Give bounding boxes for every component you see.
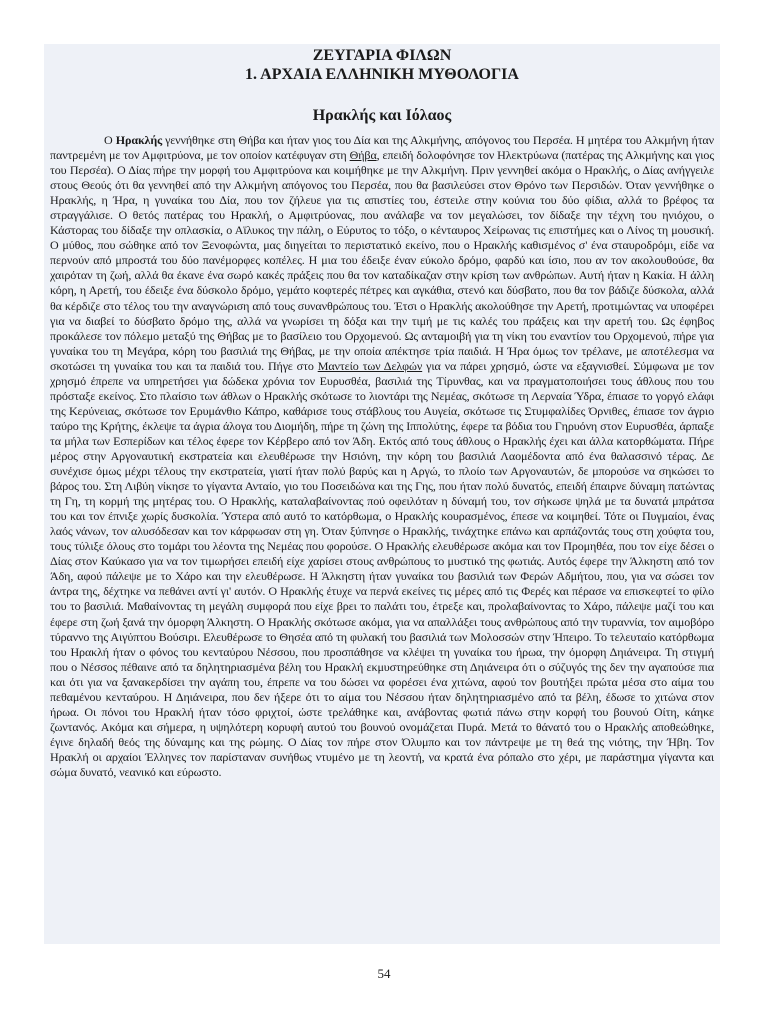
section-title: Ηρακλής και Ιόλαος [312, 107, 452, 124]
document-panel [44, 44, 720, 944]
hero-name: Ηρακλής [115, 133, 163, 147]
text-segment-b: , επειδή δολοφόνησε τον Ηλεκτρύωνα (πατέρας της Αλκμήνης και γιος του Περσέα). Ο Δίας πήρε την μορφή του Αμφιτρύονα και κοιμήθηκε με την Αλκμήνη. Πριν γεννηθεί ακόμα ο Ηρακλής, ο Δίας ανήγγειλε στους Θεούς ότι θα γεννηθεί από την Αλκμήνη απόγονος του Περσέα, που θα βασιλεύσει στον Θρόνο των Περσιδών. Όταν γεννήθηκε ο Ηρακλής, η Ήρα, η γυναίκα του Δία, που τον ζήλευε για τις απιστίες του, έστειλε στην κούνια του δύο φίδια, αλλά το βρέφος τα στραγγάλισε. Ο θετός πατέρας του Ηρακλή, ο Αμφιτρύονας, που ανάλαβε να τον μεγαλώσει, τον δίδαξε την τέχνη του ηνιόχου, ο Κάστορας του δίδαξε την οπλασκία, ο Αϊλυκος την πάλη, ο Εύρυτος το τόξο, ο κένταυρος Χείρωνας τις επιστήμες και ο Λίνος τη μουσική. Ο μύθος, που σώθηκε από τον Ξενοφώντα, μας διηγείται το περιστατικό εκείνο, που ο Ηρακλής καθισμένος σ' ένα σταυροδρόμι, είδε να περνούν από μπροστά του δύο πανέμορφες κοπέλες. Η μια του έδειξε έναν εύκολο δρόμο, φαρδύ και ίσιο, που αν τον ακολουθούσε, θα χαιρόταν τη ζωή, αλλά θα έκανε ένα σωρό κακές πράξεις που θα τον καταδίκαζαν στην κρίση των ανθρώπων. Αυτή ήταν η Κακία. Η άλλη κόρη, η Αρετή, του έδειξε ένα δύσκολο δρόμο, γεμάτο κοφτερές πέτρες και αγκάθια, στενό και δύσβατο, που θα τον βάδιζε δύσκολα, αλλά θα κέρδιζε στο τέλος του την αναγνώριση από τους συνανθρώπους του. Έτσι ο Ηρακλής ακολούθησε την Αρετή, προτιμώντας να υποφέρει για να διαβεί το δύσβατο δρόμο της, αλλά να γνωρίσει τη δόξα και την τιμή με τις καλές του πράξεις και την αρετή του. Ως έφηβος προκάλεσε τον πόλεμο μεταξύ της Θήβας με το βασίλειο του Ορχομενού. Ως ανταμοιβή για τη νίκη του εναντίον του Ορχομενού, πήρε για γυναίκα του τη Μεγάρα, κόρη του βασιλιά της Θήβας, με την οποία απέκτησε τρία παιδιά. Η Ήρα όμως τον τρέλανε, με αποτέλεσμα να σκοτώσει τη γυναίκα του και τα παιδιά του. Πήγε στο [50, 148, 714, 373]
document-title: ΖΕΥΓΑΡΙΑ ΦΙΛΩΝ [312, 47, 452, 64]
page-number: 54 [377, 966, 391, 981]
text-segment-c: για να πάρει χρησμό, ώστε να εξαγνισθεί. Σύμφωνα με τον χρησμό έπρεπε να υπηρετήσει για δώδεκα χρόνια τον Ευρυσθέα, βασιλιά της Τίρυνθας, και να πραγματοποιήσει τους άθλους που του πρόσταξε εκείνος. Στο πλαίσιο των άθλων ο Ηρακλής σκότωσε το λιοντάρι της Νεμέας, σκότωσε τη Λερναία Ύδρα, έπιασε το γοργό ελάφι της Κερύνειας, σκότωσε τον Ερυμάνθιο Κάπρο, καθάρισε τους στάβλους του Αυγεία, σκότωσε τις Στυμφαλίδες Όρνιθες, έπιασε τον άγριο ταύρο της Κρήτης, έκλεψε τα άγρια άλογα του Διομήδη, πήρε τη ζώνη της Ιππολύτης, έφερε τα βόδια του Γηρυόνη στον Ευρυσθέα, άρπαξε τα μήλα των Εσπερίδων και τέλος έφερε τον Κέρβερο από τον Άδη. Εκτός από τους άθλους ο Ηρακλής έχει και άλλα κατορθώματα. Πήρε μέρος στην Αργοναυτική εκστρατεία και ελευθέρωσε την Ησιόνη, την κόρη του βασιλιά Λαομέδοντα από ένα θαλασσινό τέρας. Δε συνέχισε όμως μέχρι τέλους την εκστρατεία, γιατί ήταν πολύ βαρύς και η Αργώ, το πλοίο των Αργοναυτών, δε μπορούσε να σηκώσει το βάρος του. Στη Λιβύη νίκησε το γίγαντα Ανταίο, γιο του Ποσειδώνα και της Γης, που ήταν πολύ δυνατός, επειδή έπαιρνε δύναμη πατώντας τη Γη, τη κορμή της μητέρας του. Ο Ηρακλής, καταλαβαίνοντας πού οφειλόταν η δύναμή του, τον σήκωσε ψηλά με τα δυνατά μπράτσα του και τον έπνιξε χωρίς δυσκολία. Ύστερα από αυτό το κατόρθωμα, ο Ηρακλής κουρασμένος, έπεσε να κοιμηθεί. Τότε οι Πυγμαίοι, ένας λαός νάνων, τον αλυσόδεσαν και τον κάρφωσαν στη γη. Όταν ξύπνησε ο Ηρακλής, τινάχτηκε επάνω και αρπάζοντάς τους στη χούφτα του, τους τύλιξε όλους στο τομάρι του λέοντα της Νεμέας που φορούσε. Ο Ηρακλής ελευθέρωσε ακόμα και τον Προμηθέα, που τον είχε δέσει ο Δίας στον Καύκασο για να τον τιμωρήσει επειδή είχε χαρίσει στους ανθρώπους το μυστικό της φωτιάς. Αυτός έφερε την Άλκηστη από τον Άδη, αφού πάλεψε με το Χάρο και την ελευθέρωσε. Η Άλκηστη ήταν γυναίκα του βασιλιά των Φερών Αδμήτου, που, για να σώσει τον άντρα της, δέχτηκε να πεθάνει αντί γι' αυτόν. Ο Ηρακλής έτυχε να περνά εκείνες τις μέρες από τις Φερές και πέρασε να επισκεφτεί το φίλο του το βασιλιά. Μαθαίνοντας τη μεγάλη συμφορά που είχε βρει το παλάτι του, έτρεξε και, προλαβαίνοντας το Χάρο, πάλεψε μαζί του και έφερε στη ζωή ξανά την όμορφη Άλκηστη. Ο Ηρακλής σκότωσε ακόμα, για να απαλλάξει τους ανθρώπους από την τυραννία, τον αιμοβόρο τύραννο της Αιγύπτου Βούσιρι. Ελευθέρωσε το Θησέα από τη φυλακή του βασιλιά των Μολοσσών στην Ήπειρο. Το τελευταίο κατόρθωμα του Ηρακλή ήταν ο φόνος του κενταύρου Νέσσου, που προσπάθησε να κλέψει τη γυναίκα του ήρωα, την όμορφη Δηιάνειρα. Τη στιγμή που ο Νέσσος πέθαινε από τα δηλητηριασμένα βέλη του Ηρακλή εκμυστηρεύθηκε στη Δηιάνειρα ότι ο σύζυγός της δεν την αγαπούσε πια και ότι για να ξανακερδίσει την αγάπη του, έπρεπε να του δώσει να φορέσει ένα χιτώνα, αφού τον βουτήξει πρώτα μέσα στο αίμα του πεθαμένου κενταύρου. Η Δηιάνειρα, που δεν ήξερε ότι το αίμα του Νέσσου ήταν δηλητηριασμένο από τα βέλη, έδωσε το χιτώνα στον ήρωα. Οι πόνοι του Ηρακλή ήταν τόσο φριχτοί, ώστε τρελάθηκε και, ανάβοντας φωτιά πάνω στην κορφή του βουνού Οίτη, κάηκε ζωντανός. Ακόμα και σήμερα, η υψηλότερη κορυφή αυτού του βουνού ονομάζεται Πυρά. Μετά το θάνατό του ο Ηρακλής αποθεώθηκε, έγινε δηλαδή θεός της δύναμης και της ρώμης. Ο Δίας τον πήρε στον Όλυμπο και τον πάντρεψε με τη θεά της νιότης, την Ήβη. Τον Ηρακλή οι αρχαίοι Έλληνες τον παρίσταναν συνήθως ντυμένο με τη λεοντή, να κρατά ένα ρόπαλο στο χέρι, με παράστημα γίγαντα και σώμα δυνατό, νεανικό και εύρωστο. [50, 358, 715, 779]
text-segment-a: γεννήθηκε στη Θήβα και ήταν γιος του Δία και της Αλκμήνης, απόγονος του Περσέα. Η μητέρα του Αλκμήνη ήταν παντρεμένη με τον Αμφιτρύονα, με τον οποίον κατέφυγαν στη [50, 133, 714, 163]
theba-link[interactable]: Θήβα [349, 148, 377, 163]
body-paragraph [50, 133, 714, 780]
chapter-title: 1. ΑΡΧΑΙΑ ΕΛΛΗΝΙΚΗ ΜΥΘΟΛΟΓΙΑ [245, 66, 519, 83]
delphi-link[interactable]: Μαντείο των Δελφών [317, 358, 423, 373]
lead-text: Ο [104, 133, 116, 147]
